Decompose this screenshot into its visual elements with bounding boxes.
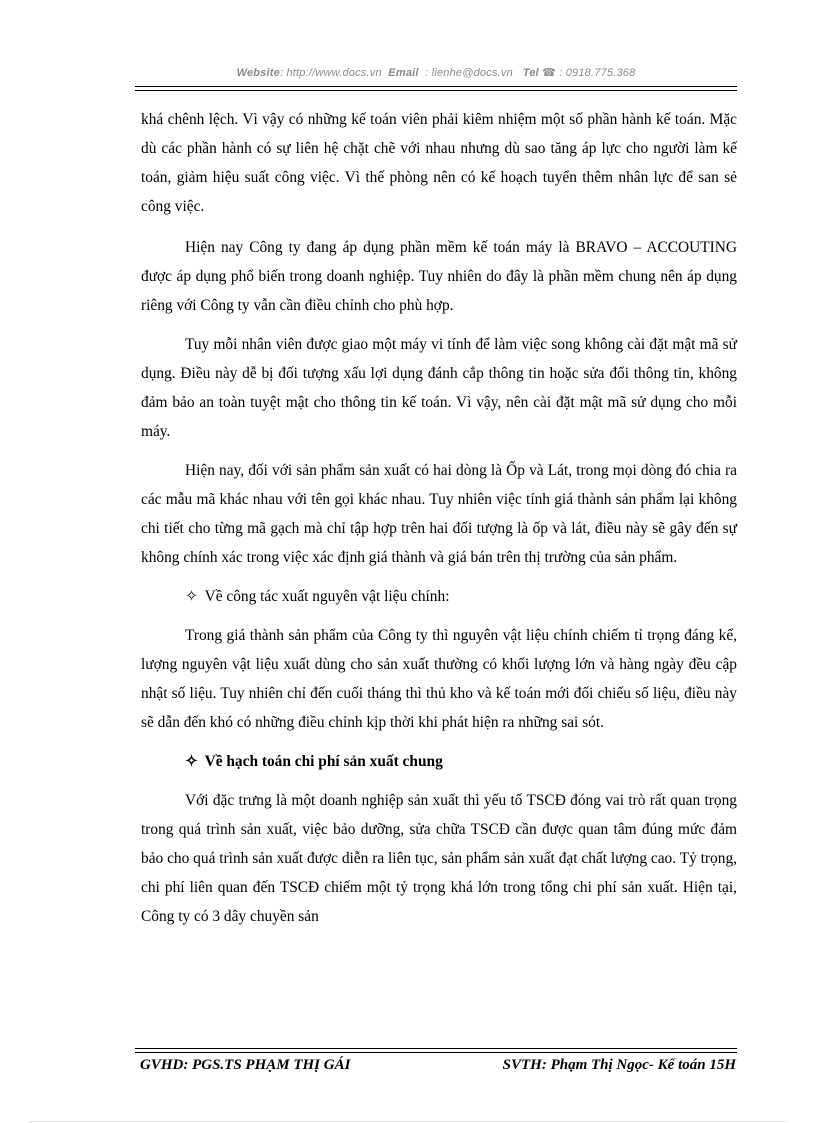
tel-value: ☎ : 0918.775.368 <box>542 67 636 79</box>
page-header <box>135 66 737 79</box>
email-value: : lienhe@docs.vn <box>425 67 513 79</box>
email-label: Email <box>388 67 419 79</box>
paragraph-1: khá chênh lệch. Vì vậy có những kế toán viên phải kiêm nhiệm một số phần hành kế toán. Mặc dù các phần hành có sự liên hệ chặt chẽ với nhau nhưng dù sao tăng áp lực cho người làm kế toán, giảm hiệu suất công việc. Vì thế phòng nên có kế hoạch tuyển thêm nhân lực để san sẻ công việc. <box>141 111 737 215</box>
header-rule-top <box>135 86 737 87</box>
bullet-heading-1 <box>141 582 737 611</box>
bullet-heading-2 <box>141 747 737 776</box>
page-bottom-divider <box>30 1121 786 1122</box>
website-value: : http://www.docs.vn <box>279 67 382 79</box>
paragraph-3: Tuy mỗi nhân viên được giao một máy vi tính để làm việc song không cài đặt mật mã sử dụng. Điều này dễ bị đối tượng xấu lợi dụng đánh cắp thông tin hoặc sửa đổi thông tin, không đảm bảo an toàn tuyệt mật cho thông tin kế toán. Vì vậy, nên cài đặt mật mã sử dụng cho mỗi máy. <box>141 336 737 440</box>
tel-label: Tel <box>522 67 539 79</box>
diamond-bullet-icon: ✧ <box>185 588 198 605</box>
bullet-heading-2-text: Về hạch toán chi phí sản xuất chung <box>204 753 443 770</box>
header-rule-bottom <box>135 90 737 91</box>
footer-rule-top <box>135 1048 737 1049</box>
footer-student: SVTH: Phạm Thị Ngọc- Kế toán 15H <box>502 1057 736 1073</box>
footer-supervisor: GVHD: PGS.TS PHẠM THỊ GÁI <box>140 1057 351 1073</box>
paragraph-5: Trong giá thành sản phẩm của Công ty thì nguyên vật liệu chính chiếm tỉ trọng đáng kể, lượng nguyên vật liệu xuất dùng cho sản xuất thường có khối lượng lớn và hàng ngày đều cập nhật số liệu. Tuy nhiên chỉ đến cuối tháng thì thủ kho và kế toán mới đối chiếu số liệu, điều này sẽ dẫn đến khó có những điều chỉnh kịp thời khi phát hiện ra những sai sót. <box>141 627 737 731</box>
document-body <box>141 105 737 931</box>
website-label: Website <box>236 67 280 79</box>
paragraph-6: Với đặc trưng là một doanh nghiệp sản xuất thì yếu tố TSCĐ đóng vai trò rất quan trọng trong quá trình sản xuất, việc bảo dưỡng, sửa chữa TSCĐ cần được quan tâm đúng mức đảm bảo cho quá trình sản xuất được diễn ra liên tục, sản phẩm sản xuất đạt chất lượng cao. Tỷ trọng, chi phí liên quan đến TSCĐ chiếm một tỷ trọng khá lớn trong tổng chi phí sản xuất. Hiện tại, Công ty có 3 dây chuyền sản <box>141 792 737 925</box>
paragraph-4: Hiện nay, đối với sản phẩm sản xuất có hai dòng là Ốp và Lát, trong mọi dòng đó chia ra các mẫu mã khác nhau với tên gọi khác nhau. Tuy nhiên việc tính giá thành sản phẩm lại không chi tiết cho từng mã gạch mà chỉ tập hợp trên hai đối tượng là ốp và lát, điều này sẽ gây đến sự không chính xác trong việc xác định giá thành và giá bán trên thị trường của sản phẩm. <box>141 462 737 566</box>
bullet-heading-1-text: Về công tác xuất nguyên vật liệu chính: <box>204 588 450 605</box>
diamond-bullet-icon: ✧ <box>185 753 198 770</box>
paragraph-2: Hiện nay Công ty đang áp dụng phần mềm kế toán máy là BRAVO – ACCOUTING được áp dụng phổ biến trong doanh nghiệp. Tuy nhiên do đây là phần mềm chung nên áp dụng riêng với Công ty vẫn cần điều chỉnh cho phù hợp. <box>141 239 737 314</box>
footer-rule-bottom <box>135 1052 737 1053</box>
